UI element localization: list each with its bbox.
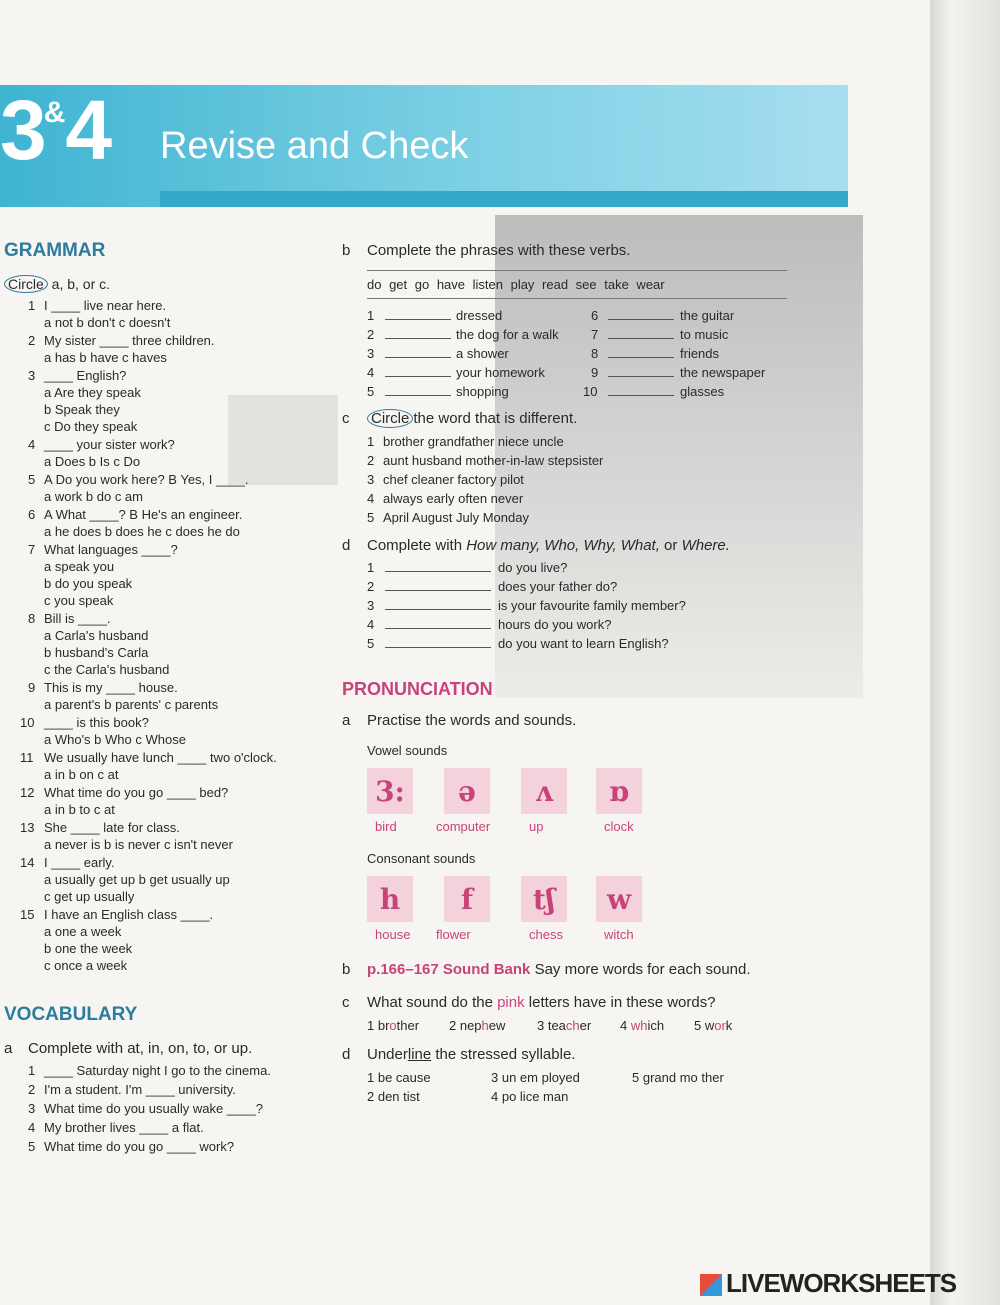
phrase-text: a shower [456, 346, 509, 361]
vocab-a-text: ____ Saturday night I go to the cinema. [44, 1063, 271, 1078]
grammar-item-stem: ____ English? [44, 368, 127, 383]
verbs-box-top [367, 270, 787, 271]
phrase-number: 7 [591, 327, 599, 342]
answer-blank[interactable] [608, 308, 674, 324]
question-text: hours do you work? [498, 617, 612, 632]
stress-word[interactable]: 2 den tist [367, 1089, 420, 1104]
sound-word: 2 nephew [449, 1018, 506, 1033]
consonant-word-label: house [375, 927, 411, 942]
phrase-text: shopping [456, 384, 509, 399]
vowel-clock-icon [596, 768, 642, 814]
grammar-item-options: a speak you [44, 559, 115, 574]
grammar-item-options: c Do they speak [44, 419, 138, 434]
phonetic-symbol: f [460, 882, 474, 916]
grammar-item-number: 4 [28, 437, 36, 452]
vocab-a-number: 5 [28, 1139, 36, 1154]
phonetic-symbol: ʌ [535, 774, 553, 808]
question-text: do you live? [498, 560, 568, 575]
vowel-word-label: clock [604, 819, 634, 834]
phrase-number: 6 [591, 308, 599, 323]
question-number: 5 [367, 636, 375, 651]
phrase-number: 9 [591, 365, 599, 380]
phonetic-symbol: h [379, 882, 401, 916]
grammar-item-stem: A What ____? B He's an engineer. [44, 507, 243, 522]
odd-one-number: 2 [367, 453, 375, 468]
grammar-item-stem: ____ your sister work? [44, 437, 175, 452]
consonant-house-icon [367, 876, 413, 922]
vowel-word-label: up [529, 819, 544, 834]
grammar-item-options: a Who's b Who c Whose [44, 732, 186, 747]
phrase-number: 1 [367, 308, 375, 323]
grammar-item-number: 7 [28, 542, 36, 557]
grammar-item-number: 5 [28, 472, 36, 487]
sound-word: 3 teacher [537, 1018, 592, 1033]
vocabulary-heading: VOCABULARY [4, 1004, 138, 1025]
phrase-text: the guitar [680, 308, 735, 323]
phrase-text: dressed [456, 308, 503, 323]
answer-blank[interactable] [385, 384, 451, 400]
grammar-item-options: c the Carla's husband [44, 662, 170, 677]
grammar-item-number: 14 [20, 855, 35, 870]
phonetic-symbol: tʃ [532, 882, 556, 916]
vocab-b-label: b [342, 242, 351, 259]
answer-blank[interactable] [385, 346, 451, 362]
grammar-item-stem: I ____ live near here. [44, 298, 167, 313]
consonant-word-label: chess [529, 927, 563, 942]
question-text: is your favourite family member? [498, 598, 686, 613]
phrase-text: your homework [456, 365, 545, 380]
vocab-a-number: 2 [28, 1082, 36, 1097]
phonetic-symbol: ɒ [609, 774, 629, 808]
phrase-number: 3 [367, 346, 375, 361]
grammar-item-options: c you speak [44, 593, 114, 608]
pronunciation-heading: PRONUNCIATION [342, 679, 493, 699]
pron-b-label: b [342, 961, 351, 978]
grammar-item-options: a not b don't c doesn't [44, 315, 171, 330]
verbs-box-bottom [367, 298, 787, 299]
pron-a-label: a [342, 712, 351, 729]
vocab-a-text: What time do you usually wake ____? [44, 1101, 263, 1116]
pron-b-instruction: p.166–167 Sound Bank Say more words for each sound. [367, 961, 751, 978]
verbs-list: do get go have listen play read see take wear [367, 277, 665, 292]
grammar-item-options: a in b on c at [44, 767, 119, 782]
grammar-item-options: b Speak they [44, 402, 120, 417]
grammar-item-stem: ____ is this book? [44, 715, 149, 730]
consonant-word-label: flower [436, 927, 471, 942]
grammar-item-number: 11 [20, 750, 34, 765]
phrase-text: to music [680, 327, 729, 342]
grammar-item-stem: She ____ late for class. [44, 820, 180, 835]
vocab-d-instruction: Complete with How many, Who, Why, What, or Where. [367, 537, 730, 554]
grammar-item-options: a work b do c am [44, 489, 143, 504]
question-text: do you want to learn English? [498, 636, 669, 651]
phrase-number: 10 [583, 384, 598, 399]
grammar-item-number: 1 [28, 298, 36, 313]
grammar-item-number: 3 [28, 368, 36, 383]
stress-word[interactable]: 1 be cause [367, 1070, 431, 1085]
grammar-heading: GRAMMAR [4, 240, 106, 261]
vocab-a-number: 4 [28, 1120, 36, 1135]
grammar-item-number: 13 [20, 820, 35, 835]
grammar-item-options: a one a week [44, 924, 122, 939]
odd-one-words[interactable]: aunt husband mother-in-law stepsister [383, 453, 604, 468]
vocab-a-label: a [4, 1040, 13, 1057]
odd-one-number: 3 [367, 472, 375, 487]
grammar-item-stem: Bill is ____. [44, 611, 111, 626]
grammar-item-options: a usually get up b get usually up [44, 872, 230, 887]
pron-d-instruction: Underline the stressed syllable. [367, 1046, 576, 1063]
consonant-flower-icon [444, 876, 490, 922]
pron-c-instruction: What sound do the pink letters have in these words? [367, 994, 716, 1011]
answer-blank[interactable] [608, 365, 674, 381]
grammar-item-stem: What time do you go ____ bed? [44, 785, 229, 800]
vocab-b-instruction: Complete the phrases with these verbs. [367, 242, 631, 259]
answer-blank[interactable] [385, 365, 451, 381]
grammar-item-stem: I ____ early. [44, 855, 115, 870]
grammar-item-options: a parent's b parents' c parents [44, 697, 219, 712]
grammar-item-options: a has b have c haves [44, 350, 167, 365]
phonetic-symbol: ə [458, 774, 476, 808]
grammar-item-options: a Are they speak [44, 385, 141, 400]
question-text: does your father do? [498, 579, 618, 594]
phrase-text: the newspaper [680, 365, 766, 380]
odd-one-number: 5 [367, 510, 375, 525]
grammar-item-options: a Does b Is c Do [44, 454, 141, 469]
odd-one-words[interactable]: April August July Monday [383, 510, 529, 525]
answer-blank[interactable] [385, 560, 491, 576]
liveworksheets-logo: LIVEWORKSHEETS [700, 1268, 956, 1299]
pron-a-instruction: Practise the words and sounds. [367, 712, 577, 729]
odd-one-words[interactable]: brother grandfather niece uncle [383, 434, 564, 449]
vocab-a-text: I'm a student. I'm ____ university. [44, 1082, 236, 1097]
grammar-item-stem: A Do you work here? B Yes, I ____. [44, 472, 249, 487]
vowel-up-icon [521, 768, 567, 814]
logo-icon [700, 1274, 722, 1296]
odd-one-number: 4 [367, 491, 375, 506]
grammar-item-options: a in b to c at [44, 802, 115, 817]
unit-number: 3&4 [0, 83, 110, 177]
vowel-bird-icon [367, 768, 413, 814]
grammar-item-number: 15 [20, 907, 35, 922]
pron-d-label: d [342, 1046, 351, 1063]
sound-word: 1 brother [367, 1018, 420, 1033]
grammar-item-stem: What languages ____? [44, 542, 178, 557]
banner-stripe [160, 191, 848, 207]
stress-word[interactable]: 5 grand mo ther [632, 1070, 724, 1085]
phrase-number: 4 [367, 365, 375, 380]
grammar-item-options: c once a week [44, 958, 128, 973]
phonetic-symbol: w [606, 882, 632, 916]
answer-blank[interactable] [385, 617, 491, 633]
phrase-text: glasses [680, 384, 725, 399]
phrase-number: 8 [591, 346, 599, 361]
grammar-item-options: a he does b does he c does he do [44, 524, 240, 539]
answer-blank[interactable] [608, 327, 674, 343]
answer-blank[interactable] [608, 384, 674, 400]
answer-blank[interactable] [385, 308, 451, 324]
sound-bank-ref: p.166–167 Sound Bank [367, 961, 531, 978]
question-number: 1 [367, 560, 375, 575]
grammar-item-number: 12 [20, 785, 35, 800]
grammar-item-options: b one the week [44, 941, 133, 956]
grammar-item-stem: I have an English class ____. [44, 907, 214, 922]
grammar-item-stem: My sister ____ three children. [44, 333, 215, 348]
odd-one-words[interactable]: always early often never [383, 491, 524, 506]
grammar-instruction: Circle a, b, or c. [4, 276, 110, 292]
grammar-item-options: a never is b is never c isn't never [44, 837, 233, 852]
question-number: 2 [367, 579, 375, 594]
consonant-sounds-heading: Consonant sounds [367, 851, 476, 866]
vocab-c-instruction: Circle the word that is different. [367, 411, 577, 427]
unit-banner [0, 85, 848, 207]
grammar-item-stem: We usually have lunch ____ two o'clock. [44, 750, 277, 765]
grammar-item-options: b husband's Carla [44, 645, 149, 660]
vocab-c-label: c [342, 410, 350, 427]
stress-word[interactable]: 4 po lice man [491, 1089, 569, 1104]
grammar-item-options: b do you speak [44, 576, 133, 591]
vocab-a-number: 1 [28, 1063, 36, 1078]
answer-blank[interactable] [385, 579, 491, 595]
question-number: 4 [367, 617, 375, 632]
grammar-item-number: 9 [28, 680, 36, 695]
question-number: 3 [367, 598, 375, 613]
phrase-number: 5 [367, 384, 375, 399]
grammar-item-options: c get up usually [44, 889, 135, 904]
grammar-item-number: 6 [28, 507, 36, 522]
vocab-a-text: My brother lives ____ a flat. [44, 1120, 204, 1135]
pron-c-label: c [342, 994, 350, 1011]
page-edge [930, 0, 1000, 1305]
grammar-item-options: a Carla's husband [44, 628, 149, 643]
phonetic-symbol: 3: [375, 774, 405, 808]
answer-blank[interactable] [608, 346, 674, 362]
consonant-chess-icon [521, 876, 567, 922]
vowel-computer-icon [444, 768, 490, 814]
phrase-text: friends [680, 346, 720, 361]
vowel-word-label: computer [436, 819, 491, 834]
stress-word[interactable]: 3 un em ployed [491, 1070, 580, 1085]
answer-blank[interactable] [385, 598, 491, 614]
grammar-item-number: 8 [28, 611, 36, 626]
grammar-item-number: 10 [20, 715, 35, 730]
vocab-a-number: 3 [28, 1101, 36, 1116]
phrase-text: the dog for a walk [456, 327, 559, 342]
vowel-sounds-heading: Vowel sounds [367, 743, 448, 758]
consonant-witch-icon [596, 876, 642, 922]
vocab-d-label: d [342, 537, 351, 554]
vocab-a-text: What time do you go ____ work? [44, 1139, 235, 1154]
vowel-word-label: bird [375, 819, 397, 834]
answer-blank[interactable] [385, 636, 491, 652]
consonant-word-label: witch [604, 927, 634, 942]
sound-word: 4 which [620, 1018, 665, 1033]
grammar-item-stem: This is my ____ house. [44, 680, 178, 695]
sound-word: 5 work [694, 1018, 733, 1033]
vocab-a-instruction: Complete with at, in, on, to, or up. [28, 1040, 253, 1057]
grammar-item-number: 2 [28, 333, 36, 348]
answer-blank[interactable] [385, 327, 451, 343]
page-title: Revise and Check [160, 125, 469, 167]
phrase-number: 2 [367, 327, 375, 342]
odd-one-number: 1 [367, 434, 375, 449]
odd-one-words[interactable]: chef cleaner factory pilot [383, 472, 524, 487]
